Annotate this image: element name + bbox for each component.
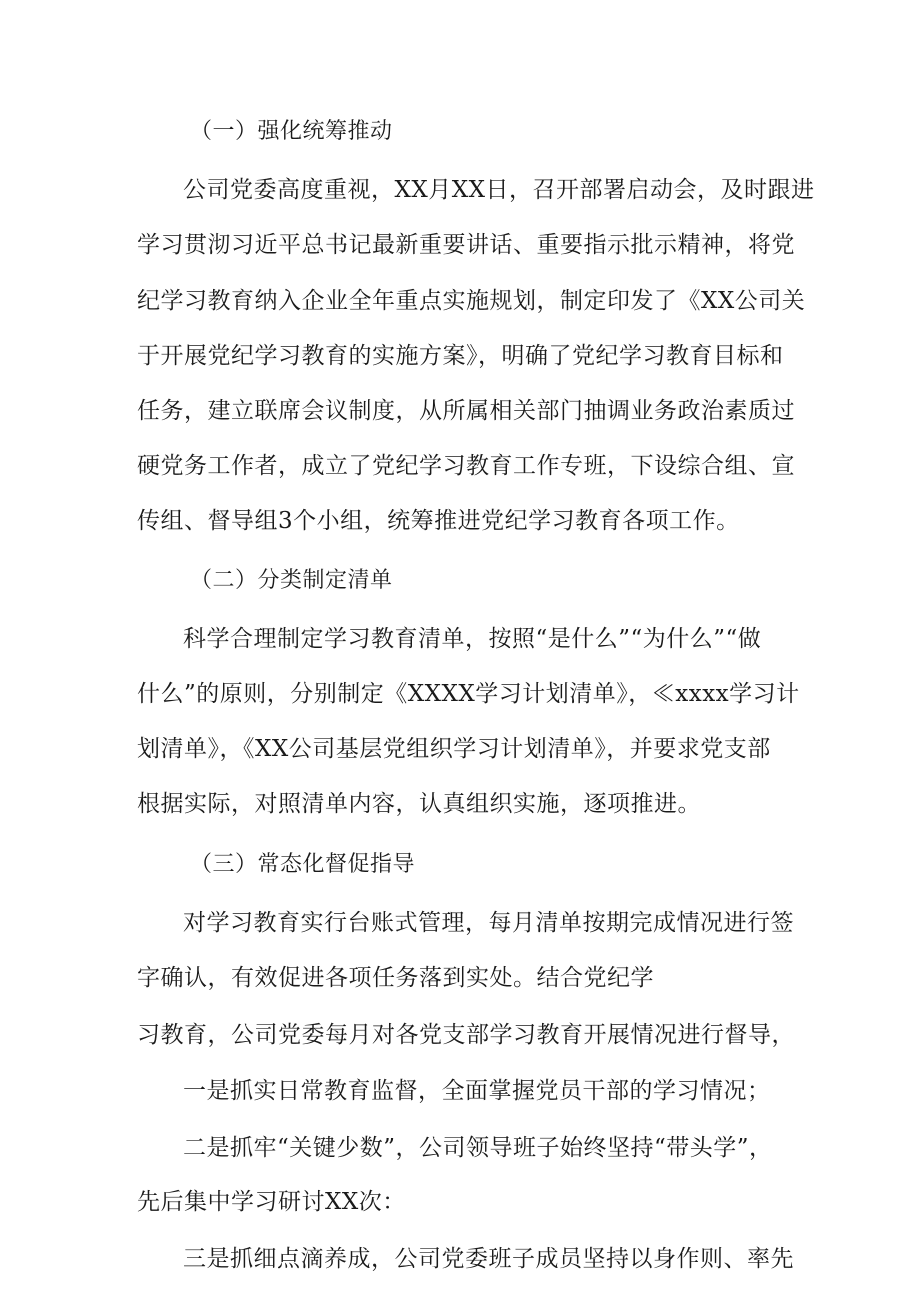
paragraph-line: 根据实际，对照清单内容，认真组织实施，逐项推进。 — [137, 791, 701, 817]
paragraph-line: 字确认，有效促进各项任务落到实处。结合党纪学 — [137, 965, 654, 991]
paragraph-line: 传组、督导组3个小组，统筹推进党纪学习教育各项工作。 — [137, 508, 740, 534]
paragraph-line: 公司党委高度重视，XX月XX日，召开部署启动会，及时跟进 — [183, 177, 815, 203]
paragraph-line: 习教育，公司党委每月对各党支部学习教育开展情况进行督导， — [137, 1022, 795, 1048]
paragraph-line: 于开展党纪学习教育的实施方案》，明确了党纪学习教育目标和 — [137, 343, 784, 369]
section-heading-1: （一）强化统筹推动 — [190, 119, 393, 144]
paragraph-line: 三是抓细点滴养成，公司党委班子成员坚持以身作则、率先 — [183, 1246, 794, 1272]
paragraph-line: 划清单》，《XX公司基层党组织学习计划清单》，并要求党支部 — [137, 736, 771, 762]
paragraph-line: 一是抓实日常教育监督，全面掌握党员干部的学习情况； — [183, 1078, 771, 1104]
paragraph-line: 任务，建立联席会议制度，从所属相关部门抽调业务政治素质过 — [137, 398, 795, 424]
paragraph-line: 对学习教育实行台账式管理，每月清单按期完成情况进行签 — [183, 910, 794, 936]
paragraph-line: 先后集中学习研讨XX次： — [137, 1189, 406, 1215]
paragraph-line: 科学合理制定学习教育清单，按照“是什么”“为什么”“做 — [183, 626, 762, 652]
section-heading-3: （三）常态化督促指导 — [190, 852, 416, 877]
paragraph-line: 二是抓牢“关键少数”，公司领导班子始终坚持“带头学”， — [183, 1135, 773, 1161]
section-heading-2: （二）分类制定清单 — [190, 568, 393, 593]
paragraph-line: 纪学习教育纳入企业全年重点实施规划，制定印发了《XX公司关 — [137, 288, 806, 314]
paragraph-line: 学习贯沏习近平总书记最新重要讲话、重要指示批示精神，将党 — [137, 232, 795, 258]
paragraph-line: 硬党务工作者，成立了党纪学习教育工作专班，下设综合组、宣 — [137, 453, 795, 479]
paragraph-line: 什么”的原则，分别制定《XXXX学习计划清单》，≪xxxx学习计 — [137, 681, 800, 707]
